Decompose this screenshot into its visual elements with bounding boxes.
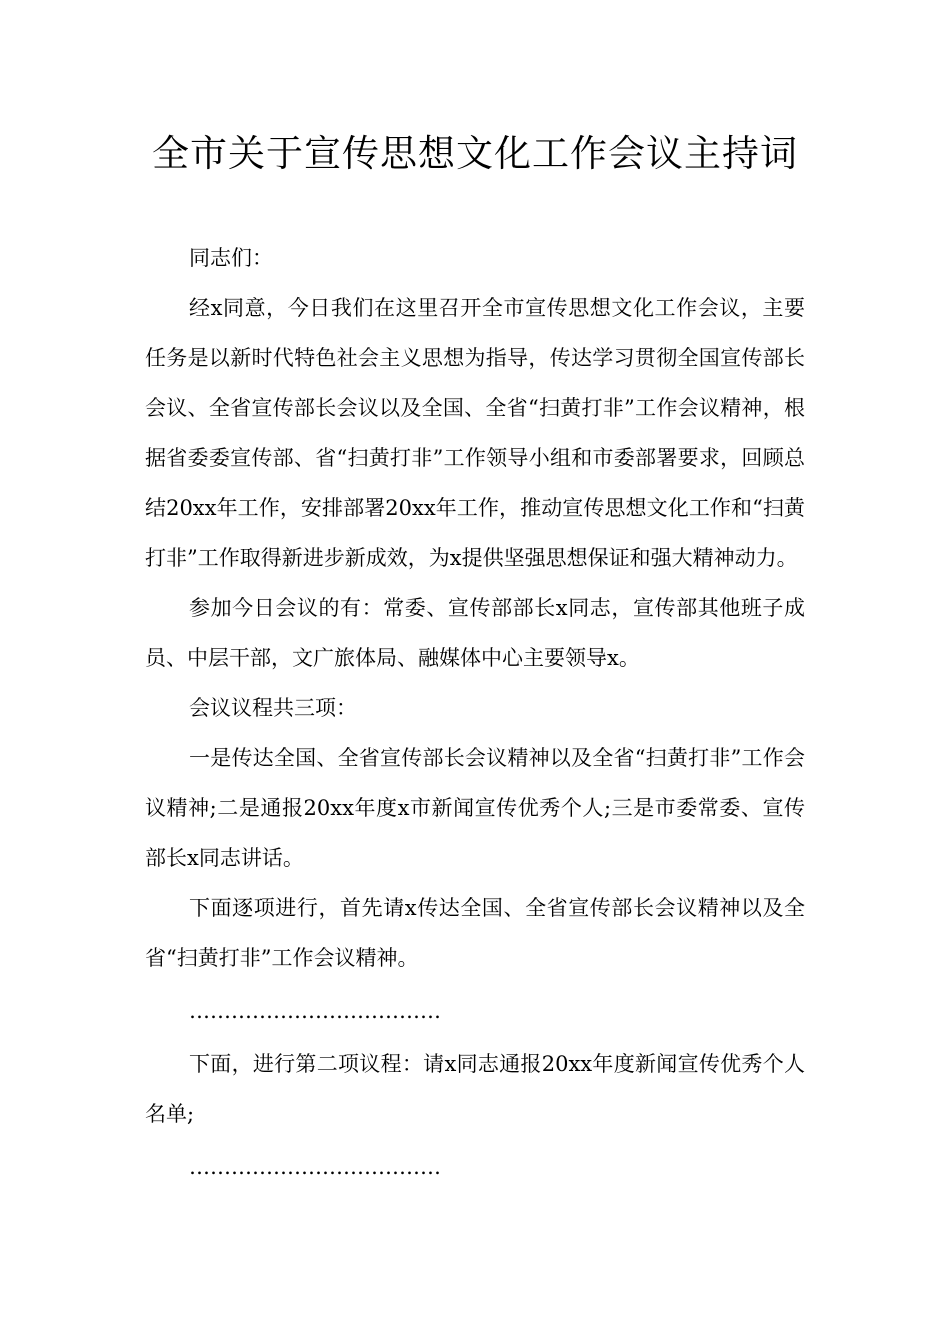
- paragraph-attendees: 参加今日会议的有：常委、宣传部部长x同志，宣传部其他班子成员、中层干部，文广旅体局、融媒体中心主要领导x。: [145, 596, 805, 670]
- ellipsis-divider: ………………………………: [189, 1155, 441, 1179]
- document-title: 全市关于宣传思想文化工作会议主持词: [152, 132, 798, 175]
- paragraph-second-item: 下面，进行第二项议程：请x同志通报20xx年度新闻宣传优秀个人名单;: [145, 1052, 805, 1126]
- document-body: [145, 233, 805, 1195]
- paragraph-agenda-heading: 会议议程共三项：: [189, 696, 357, 720]
- salutation: 同志们：: [189, 246, 273, 270]
- ellipsis-divider: ………………………………: [189, 999, 441, 1023]
- paragraph-agenda-items: 一是传达全国、全省宣传部长会议精神以及全省“扫黄打非”工作会议精神;二是通报20xx年度x市新闻宣传优秀个人;三是市委常委、宣传部长x同志讲话。: [145, 746, 805, 870]
- paragraph-first-item: 下面逐项进行，首先请x传达全国、全省宣传部长会议精神以及全省“扫黄打非”工作会议精神。: [145, 896, 805, 970]
- paragraph-opening: 经x同意，今日我们在这里召开全市宣传思想文化工作会议，主要任务是以新时代特色社会主义思想为指导，传达学习贯彻全国宣传部长会议、全省宣传部长会议以及全国、全省“扫黄打非”工作会议精神，根据省委委宣传部、省“扫黄打非”工作领导小组和市委部署要求，回顾总结20xx年工作，安排部署20xx年工作，推动宣传思想文化工作和“扫黄打非”工作取得新进步新成效，为x提供坚强思想保证和强大精神动力。: [145, 296, 805, 570]
